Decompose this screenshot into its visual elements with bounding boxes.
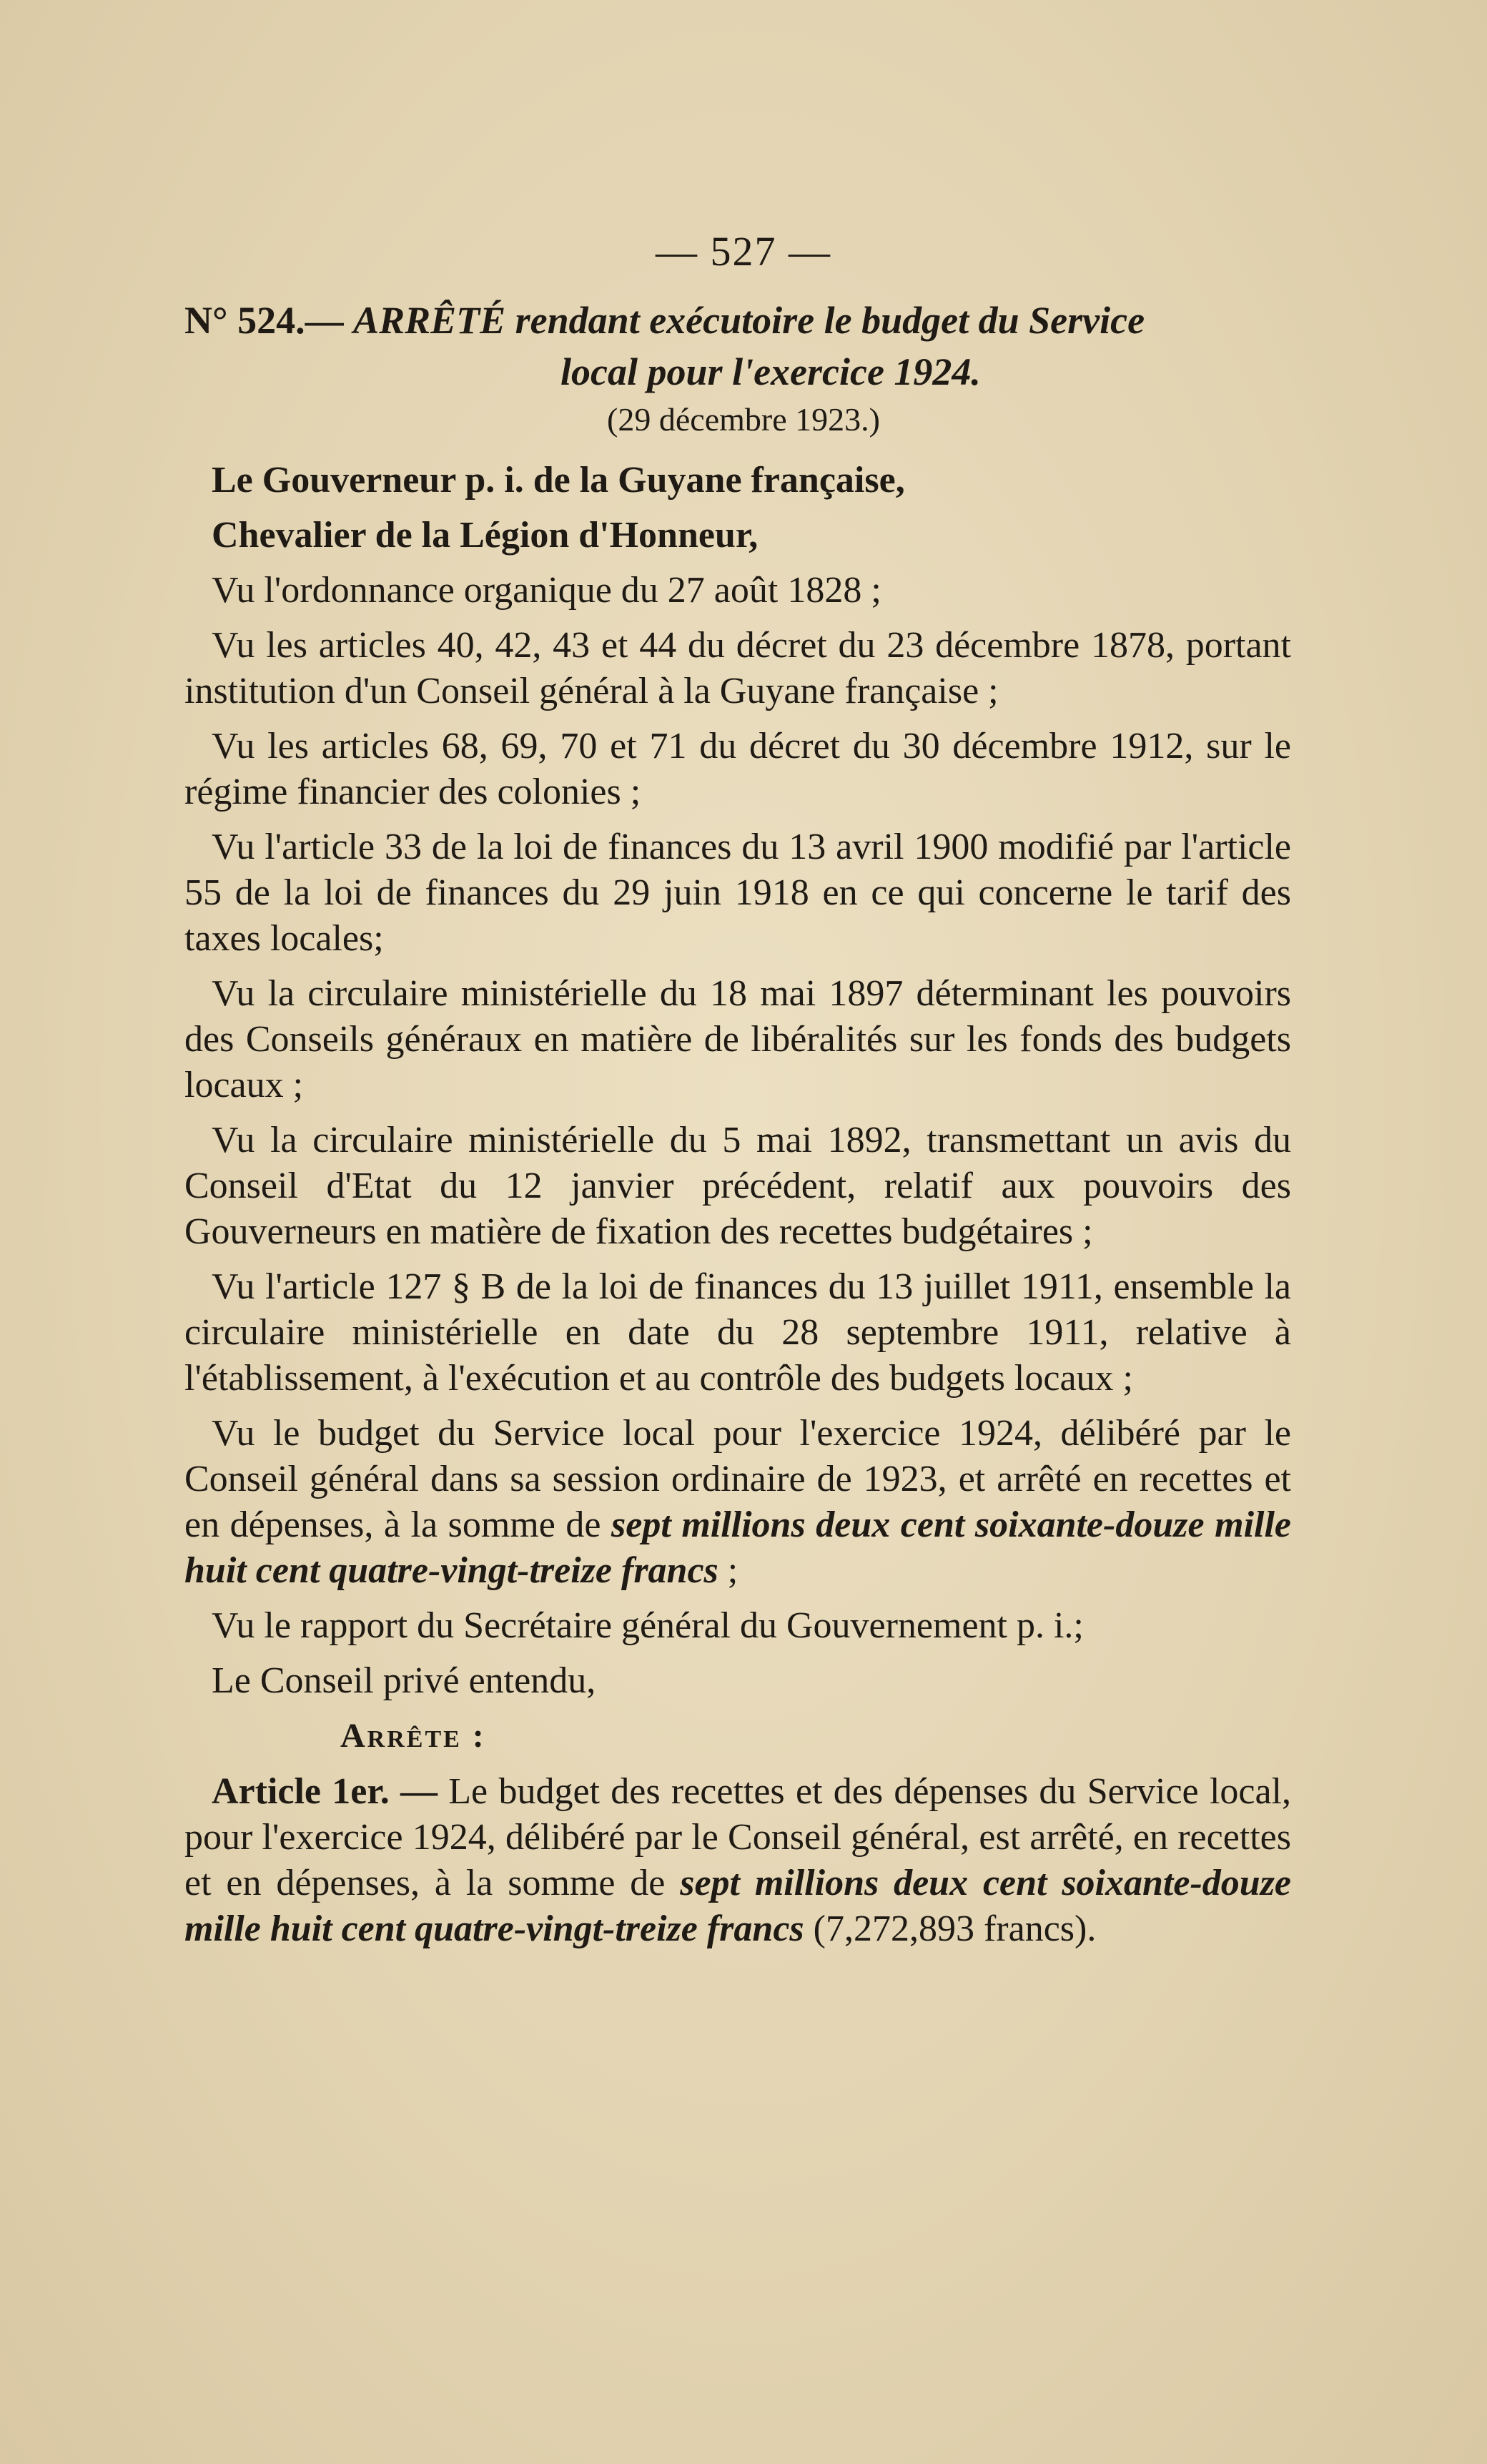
decree-heading xyxy=(184,295,1328,398)
considerant-5: Vu la circulaire ministérielle du 18 mai 1897 déterminant les pouvoirs des Conseils généraux en matière de libéralités sur les fonds des budgets locaux ; xyxy=(184,973,1291,1105)
considerant-8 xyxy=(184,1411,1291,1594)
considerant-8-amount: sept millions deux cent soixante-douze mille huit cent quatre-vingt-treize francs xyxy=(184,1504,1291,1591)
decree-body xyxy=(184,458,1291,1961)
article-1 xyxy=(184,1769,1291,1952)
arrete-heading: Arrête : xyxy=(340,1717,486,1755)
conseil-prive-line: Le Conseil privé entendu, xyxy=(212,1660,596,1701)
considerant-3: Vu les articles 68, 69, 70 et 71 du décret du 30 décembre 1912, sur le régime financier des colonies ; xyxy=(184,726,1291,812)
decree-title-line2: local pour l'exercice 1924. xyxy=(560,350,981,393)
article-1-label: Article 1er. — xyxy=(212,1771,449,1812)
considerant-8-text: Vu le budget du Service local pour l'exercice 1924, délibéré par le Conseil général dans sa session ordinaire de 1923, et arrêté en recettes et en dépenses, à la somme de xyxy=(184,1413,1291,1545)
decree-date: (29 décembre 1923.) xyxy=(607,401,880,438)
article-1-amount-figures: (7,272,893 francs). xyxy=(804,1908,1097,1949)
page-number: — 527 — xyxy=(656,228,831,275)
considerant-9: Vu le rapport du Secrétaire général du Gouvernement p. i.; xyxy=(212,1605,1084,1646)
considerant-4: Vu l'article 33 de la loi de finances du 13 avril 1900 modifié par l'article 55 de la loi de finances du 29 juin 1918 en ce qui concerne le tarif des taxes locales; xyxy=(184,827,1291,959)
chevalier-line: Chevalier de la Légion d'Honneur, xyxy=(212,515,759,556)
governor-line: Le Gouverneur p. i. de la Guyane française, xyxy=(212,460,905,501)
considerant-2: Vu les articles 40, 42, 43 et 44 du décret du 23 décembre 1878, portant institution d'un Conseil général à la Guyane française ; xyxy=(184,625,1291,711)
considerant-6: Vu la circulaire ministérielle du 5 mai 1892, transmettant un avis du Conseil d'Etat du 12 janvier précédent, relatif aux pouvoirs des Gouverneurs en matière de fixation des recettes budgétaires ; xyxy=(184,1120,1291,1252)
considerant-8-end: ; xyxy=(718,1550,738,1591)
considerant-1: Vu l'ordonnance organique du 27 août 1828 ; xyxy=(212,570,881,611)
considerant-7: Vu l'article 127 § B de la loi de finances du 13 juillet 1911, ensemble la circulaire ministérielle en date du 28 septembre 1911, relative à l'établissement, à l'exécution et au contrôle des budgets locaux ; xyxy=(184,1266,1291,1399)
decree-title-line1: ARRÊTÉ rendant exécutoire le budget du Service xyxy=(353,299,1145,342)
article-1-amount-words: sept millions deux cent soixante-douze mille huit cent quatre-vingt-treize francs xyxy=(184,1863,1292,1949)
article-1-text: Le budget des recettes et des dépenses du Service local, pour l'exercice 1924, délibéré par le Conseil général, est arrêté, en recettes et en dépenses, à la somme de xyxy=(184,1771,1291,1903)
decree-number: N° 524.— xyxy=(184,299,344,342)
